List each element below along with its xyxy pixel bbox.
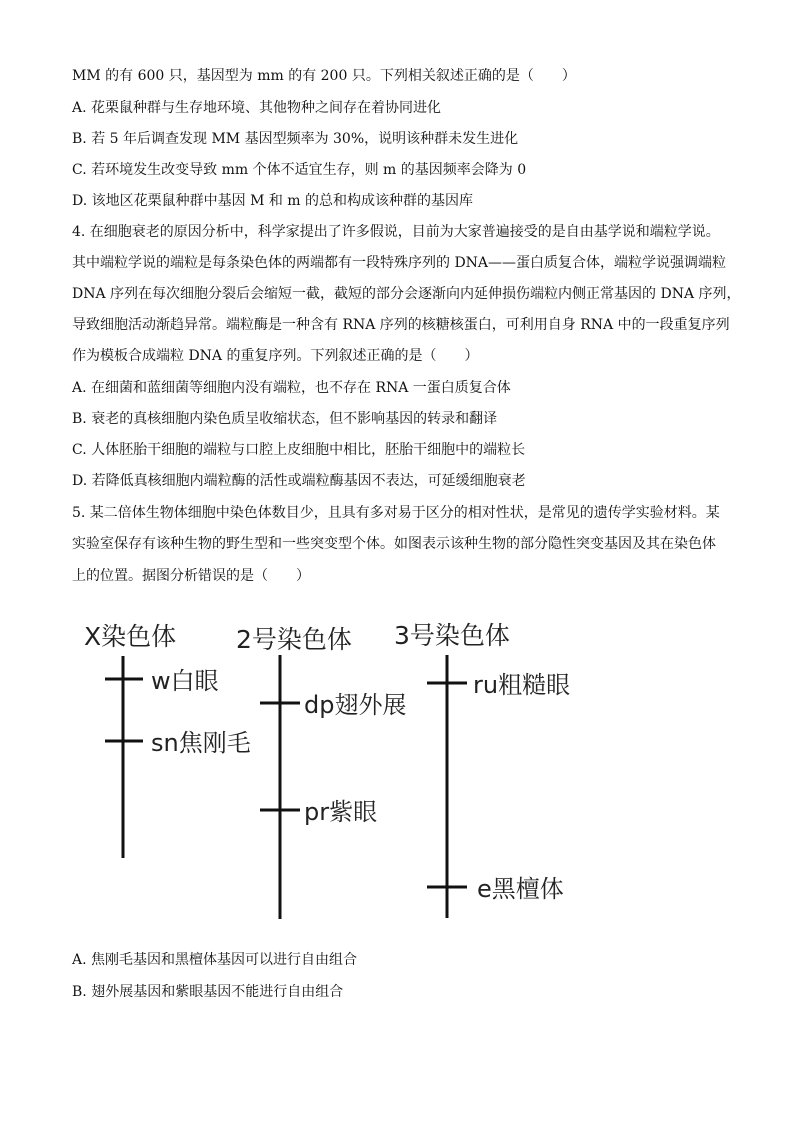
chromosome-3-title: 3号染色体 [394, 621, 510, 650]
option-c: C. 人体胚胎干细胞的端粒与口腔上皮细胞中相比，胚胎干细胞中的端粒长 [72, 442, 526, 458]
gene-pr-label: pr紫眼 [304, 798, 378, 826]
option-d: D. 该地区花栗鼠种群中基因 M 和 m 的总和构成该种群的基因库 [72, 193, 474, 209]
question-4-line: 其中端粒学说的端粒是每条染色体的两端都有一段特殊序列的 DNA——蛋白质复合体，端粒学说强调端粒 [72, 255, 727, 271]
option-d: D. 若降低真核细胞内端粒酶的活性或端粒酶基因不表达，可延缓细胞衰老 [72, 473, 526, 489]
gene-w-label: w白眼 [151, 667, 219, 695]
option-b: B. 衰老的真核细胞内染色质呈收缩状态，但不影响基因的转录和翻译 [72, 411, 498, 427]
text-line: MM 的有 600 只，基因型为 mm 的有 200 只。下列相关叙述正确的是（ ） [72, 68, 576, 84]
question-4-line: 4. 在细胞衰老的原因分析中，科学家提出了许多假说，目前为大家普遍接受的是自由基学说和端粒学说。 [72, 224, 720, 240]
option-c: C. 若环境发生改变导致 mm 个体不适宜生存，则 m 的基因频率会降为 0 [72, 162, 527, 178]
question-5-line: 上的位置。据图分析错误的是（ ） [72, 568, 310, 584]
option-a: A. 在细菌和蓝细菌等细胞内没有端粒，也不存在 RNA 一蛋白质复合体 [72, 380, 511, 396]
option-b: B. 若 5 年后调查发现 MM 基因型频率为 30%，说明该种群未发生进化 [72, 131, 519, 147]
gene-ru-label: ru粗糙眼 [473, 671, 571, 699]
gene-dp-label: dp翅外展 [304, 691, 407, 719]
gene-sn-label: sn焦刚毛 [151, 729, 251, 757]
option-a: A. 花栗鼠种群与生存地环境、其他物种之间存在着协同进化 [72, 100, 442, 116]
question-4-line: 作为模板合成端粒 DNA 的重复序列。下列叙述正确的是（ ） [72, 348, 479, 364]
chromosome-2-title: 2号染色体 [236, 625, 352, 654]
question-5-line: 实验室保存有该种生物的野生型和一些突变型个体。如图表示该种生物的部分隐性突变基因及其在染色体 [72, 536, 716, 552]
question-5-line: 5. 某二倍体生物体细胞中染色体数目少，且具有多对易于区分的相对性状，是常见的遗传学实验材料。某 [72, 505, 720, 521]
option-a: A. 焦刚毛基因和黑檀体基因可以进行自由组合 [72, 952, 358, 968]
chromosome-diagram [0, 605, 794, 930]
option-b: B. 翅外展基因和紫眼基因不能进行自由组合 [72, 984, 344, 1000]
gene-e-label: e黑檀体 [477, 875, 564, 903]
question-4-line: DNA 序列在每次细胞分裂后会缩短一截，截短的部分会逐渐向内延伸损伤端粒内侧正常基因的 DNA 序列， [72, 286, 741, 302]
chromosome-x-title: X染色体 [84, 622, 177, 651]
question-4-line: 导致细胞活动渐趋异常。端粒酶是一种含有 RNA 序列的核糖核蛋白，可利用自身 RNA 中的一段重复序列 [72, 317, 730, 333]
